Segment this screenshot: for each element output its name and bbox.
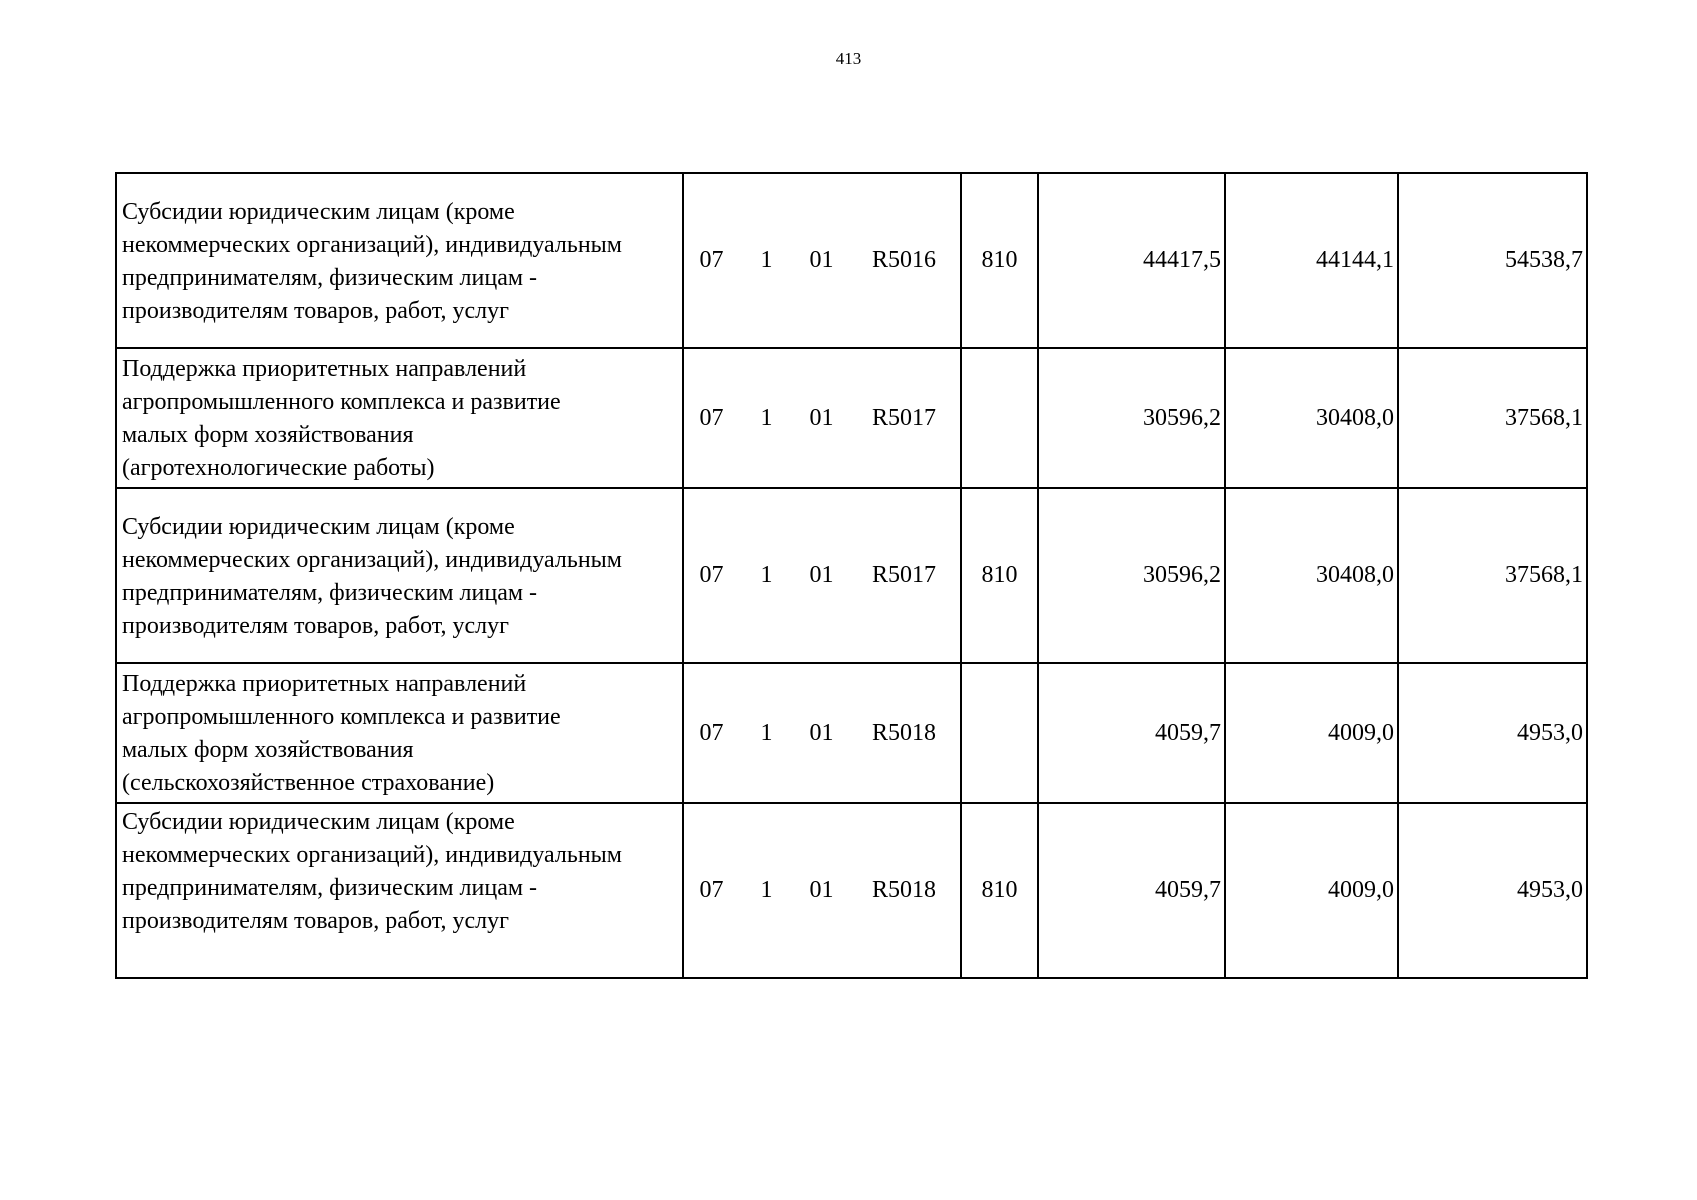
amount-year-1: 4059,7: [1038, 803, 1225, 978]
row-name-cell: [116, 663, 683, 803]
amount-year-2: 4009,0: [1225, 663, 1398, 803]
codes-cell: [683, 173, 961, 348]
direction-code: R5016: [871, 247, 936, 273]
budget-table: [115, 172, 1588, 979]
section-code: 07: [699, 562, 724, 588]
amount-year-2: 30408,0: [1225, 488, 1398, 663]
program-code: 1: [760, 562, 773, 588]
table-row: [116, 348, 1587, 488]
program-code: 1: [760, 877, 773, 903]
row-name-cell: [116, 348, 683, 488]
subprogram-code: 01: [809, 562, 834, 588]
table-row: [116, 488, 1587, 663]
amount-year-1: 4059,7: [1038, 663, 1225, 803]
subprogram-code: 01: [809, 877, 834, 903]
row-name: Субсидии юридическим лицам (кроме некоммерческих организаций), индивидуальным предпринимателям, физическим лицам - производителям товаров, работ, услуг: [122, 198, 622, 324]
row-name: Поддержка приоритетных направлений агропромышленного комплекса и развитие малых форм хозяйствования (агротехнологические работы): [122, 356, 561, 481]
row-name: Поддержка приоритетных направлений агропромышленного комплекса и развитие малых форм хозяйствования (сельскохозяйственное страхование): [122, 671, 561, 796]
table-row: [116, 173, 1587, 348]
expense-type-code: [961, 663, 1038, 803]
page-number: 413: [835, 49, 862, 68]
amount-year-3: 37568,1: [1398, 348, 1587, 488]
expense-type-code: 810: [961, 488, 1038, 663]
codes-cell: [683, 663, 961, 803]
program-code: 1: [760, 404, 773, 431]
section-code: 07: [699, 404, 724, 431]
row-name: Субсидии юридическим лицам (кроме некоммерческих организаций), индивидуальным предпринимателям, физическим лицам - производителям товаров, работ, услуг: [122, 809, 622, 934]
row-name-cell: [116, 488, 683, 663]
expense-type-code: 810: [961, 173, 1038, 348]
table-row: [116, 803, 1587, 978]
amount-year-2: 4009,0: [1225, 803, 1398, 978]
amount-year-3: 4953,0: [1398, 663, 1587, 803]
program-code: 1: [760, 719, 773, 746]
amount-year-3: 4953,0: [1398, 803, 1587, 978]
codes-cell: [683, 348, 961, 488]
amount-year-2: 44144,1: [1225, 173, 1398, 348]
section-code: 07: [699, 877, 724, 903]
subprogram-code: 01: [809, 404, 834, 431]
amount-year-1: 30596,2: [1038, 348, 1225, 488]
expense-type-code: 810: [961, 803, 1038, 978]
expense-type-code: [961, 348, 1038, 488]
direction-code: R5017: [871, 404, 936, 431]
row-name-cell: [116, 803, 683, 978]
program-code: 1: [760, 247, 773, 273]
subprogram-code: 01: [809, 247, 834, 273]
direction-code: R5018: [871, 719, 936, 746]
direction-code: R5017: [871, 562, 936, 588]
codes-cell: [683, 488, 961, 663]
amount-year-3: 37568,1: [1398, 488, 1587, 663]
amount-year-2: 30408,0: [1225, 348, 1398, 488]
amount-year-1: 30596,2: [1038, 488, 1225, 663]
row-name-cell: [116, 173, 683, 348]
amount-year-3: 54538,7: [1398, 173, 1587, 348]
row-name: Субсидии юридическим лицам (кроме некоммерческих организаций), индивидуальным предпринимателям, физическим лицам - производителям товаров, работ, услуг: [122, 513, 622, 639]
table-row: [116, 663, 1587, 803]
section-code: 07: [699, 247, 724, 273]
direction-code: R5018: [871, 877, 936, 903]
subprogram-code: 01: [809, 719, 834, 746]
amount-year-1: 44417,5: [1038, 173, 1225, 348]
codes-cell: [683, 803, 961, 978]
section-code: 07: [699, 719, 724, 746]
